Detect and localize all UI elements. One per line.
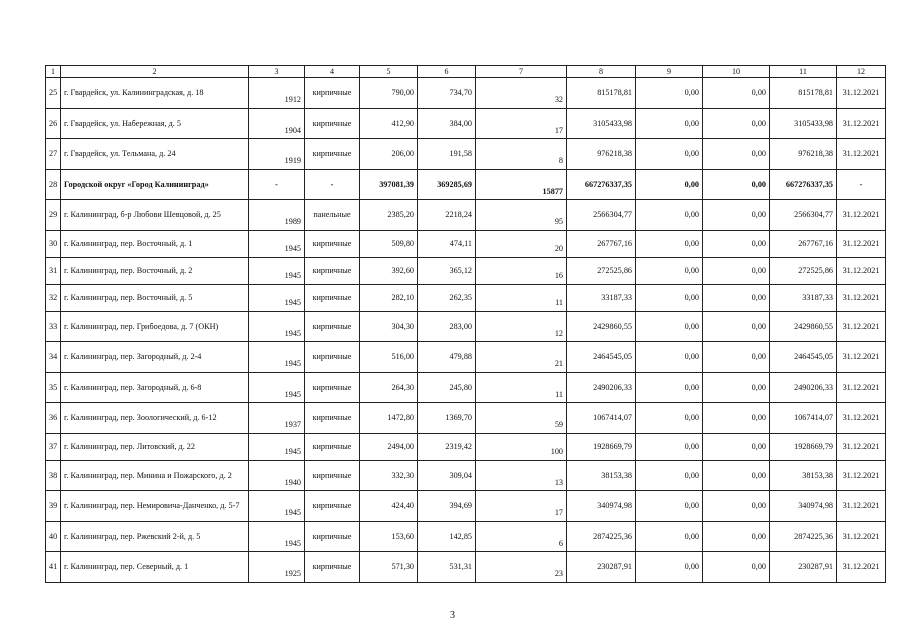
total-cost-cell: 2490206,33: [567, 372, 636, 403]
total-cost-cell: 2874225,36: [567, 521, 636, 552]
deadline-date-cell: 31.12.2021: [837, 403, 886, 434]
col-number-12: 12: [837, 66, 886, 78]
build-year-cell: 1945: [249, 342, 305, 373]
table-row: [46, 311, 886, 342]
residents-count-cell: 32: [476, 78, 567, 109]
cost-column-9-cell: 0,00: [636, 460, 703, 491]
row-number-cell: 41: [46, 552, 61, 583]
row-number-cell: 35: [46, 372, 61, 403]
residents-count-cell: 17: [476, 491, 567, 522]
living-area-cell: 479,88: [418, 342, 476, 373]
cost-column-10-cell: 0,00: [703, 403, 770, 434]
total-area-cell: 516,00: [360, 342, 418, 373]
total-cost-cell: 33187,33: [567, 284, 636, 311]
living-area-cell: 734,70: [418, 78, 476, 109]
row-number-cell: 40: [46, 521, 61, 552]
cost-column-10-cell: 0,00: [703, 342, 770, 373]
cost-column-11-cell: 33187,33: [770, 284, 837, 311]
col-number-2: 2: [61, 66, 249, 78]
address-cell: г. Калининград, пер. Загородный, д. 6-8: [61, 372, 249, 403]
residents-count-cell: 95: [476, 200, 567, 231]
deadline-date-cell: 31.12.2021: [837, 139, 886, 170]
table-row: [46, 460, 886, 491]
col-number-3: 3: [249, 66, 305, 78]
wall-material-cell: кирпичные: [305, 552, 360, 583]
cost-column-9-cell: 0,00: [636, 403, 703, 434]
total-cost-cell: 976218,38: [567, 139, 636, 170]
cost-column-10-cell: 0,00: [703, 372, 770, 403]
row-number-cell: 32: [46, 284, 61, 311]
address-cell: г. Калининград, пер. Северный, д. 1: [61, 552, 249, 583]
build-year-cell: 1904: [249, 108, 305, 139]
residents-count-cell: 15877: [476, 169, 567, 200]
cost-column-9-cell: 0,00: [636, 521, 703, 552]
total-area-cell: 1472,80: [360, 403, 418, 434]
cost-column-10-cell: 0,00: [703, 200, 770, 231]
build-year-cell: 1945: [249, 230, 305, 257]
address-cell: г. Гвардейск, ул. Калининградская, д. 18: [61, 78, 249, 109]
cost-column-11-cell: 340974,98: [770, 491, 837, 522]
build-year-cell: 1925: [249, 552, 305, 583]
residents-count-cell: 16: [476, 257, 567, 284]
total-cost-cell: 2429860,55: [567, 311, 636, 342]
cost-column-11-cell: 3105433,98: [770, 108, 837, 139]
cost-column-9-cell: 0,00: [636, 433, 703, 460]
build-year-cell: 1945: [249, 521, 305, 552]
total-cost-cell: 230287,91: [567, 552, 636, 583]
cost-column-10-cell: 0,00: [703, 230, 770, 257]
cost-column-10-cell: 0,00: [703, 460, 770, 491]
address-cell: г. Калининград, пер. Загородный, д. 2-4: [61, 342, 249, 373]
build-year-cell: 1919: [249, 139, 305, 170]
address-cell: г. Гвардейск, ул. Тельмана, д. 24: [61, 139, 249, 170]
row-number-cell: 30: [46, 230, 61, 257]
col-number-4: 4: [305, 66, 360, 78]
cost-column-10-cell: 0,00: [703, 433, 770, 460]
address-cell: г. Калининград, пер. Немировича-Данченко, д. 5-7: [61, 491, 249, 522]
address-cell: г. Калининград, пер. Литовский, д. 22: [61, 433, 249, 460]
wall-material-cell: кирпичные: [305, 284, 360, 311]
living-area-cell: 2319,42: [418, 433, 476, 460]
address-cell: г. Калининград, пер. Восточный, д. 2: [61, 257, 249, 284]
wall-material-cell: кирпичные: [305, 372, 360, 403]
living-area-cell: 142,85: [418, 521, 476, 552]
cost-column-11-cell: 272525,86: [770, 257, 837, 284]
deadline-date-cell: 31.12.2021: [837, 342, 886, 373]
living-area-cell: 283,00: [418, 311, 476, 342]
wall-material-cell: -: [305, 169, 360, 200]
living-area-cell: 384,00: [418, 108, 476, 139]
address-cell: Городской округ «Город Калининград»: [61, 169, 249, 200]
table-row: [46, 433, 886, 460]
cost-column-11-cell: 1067414,07: [770, 403, 837, 434]
wall-material-cell: панельные: [305, 200, 360, 231]
table-body: [46, 66, 886, 583]
table-row: [46, 108, 886, 139]
wall-material-cell: кирпичные: [305, 403, 360, 434]
cost-column-10-cell: 0,00: [703, 491, 770, 522]
cost-column-9-cell: 0,00: [636, 342, 703, 373]
total-cost-cell: 38153,38: [567, 460, 636, 491]
col-number-10: 10: [703, 66, 770, 78]
table-row: [46, 521, 886, 552]
table-row: [46, 552, 886, 583]
total-area-cell: 304,30: [360, 311, 418, 342]
row-number-cell: 25: [46, 78, 61, 109]
residents-count-cell: 13: [476, 460, 567, 491]
cost-column-9-cell: 0,00: [636, 169, 703, 200]
address-cell: г. Калининград, пер. Ржевский 2-й, д. 5: [61, 521, 249, 552]
address-cell: г. Калининград, пер. Минина и Пожарского, д. 2: [61, 460, 249, 491]
deadline-date-cell: 31.12.2021: [837, 200, 886, 231]
table-row: [46, 78, 886, 109]
address-cell: г. Калининград, б-р Любови Шевцовой, д. 25: [61, 200, 249, 231]
living-area-cell: 531,31: [418, 552, 476, 583]
wall-material-cell: кирпичные: [305, 139, 360, 170]
deadline-date-cell: -: [837, 169, 886, 200]
row-number-cell: 29: [46, 200, 61, 231]
cost-column-11-cell: 976218,38: [770, 139, 837, 170]
col-number-5: 5: [360, 66, 418, 78]
wall-material-cell: кирпичные: [305, 521, 360, 552]
deadline-date-cell: 31.12.2021: [837, 108, 886, 139]
total-area-cell: 153,60: [360, 521, 418, 552]
wall-material-cell: кирпичные: [305, 491, 360, 522]
living-area-cell: 394,69: [418, 491, 476, 522]
total-cost-cell: 815178,81: [567, 78, 636, 109]
row-number-cell: 26: [46, 108, 61, 139]
cost-column-9-cell: 0,00: [636, 284, 703, 311]
total-area-cell: 264,30: [360, 372, 418, 403]
wall-material-cell: кирпичные: [305, 311, 360, 342]
table-row: [46, 372, 886, 403]
col-number-11: 11: [770, 66, 837, 78]
cost-column-9-cell: 0,00: [636, 230, 703, 257]
total-cost-cell: 1067414,07: [567, 403, 636, 434]
cost-column-10-cell: 0,00: [703, 78, 770, 109]
total-area-cell: 2385,20: [360, 200, 418, 231]
total-area-cell: 2494,00: [360, 433, 418, 460]
cost-column-9-cell: 0,00: [636, 552, 703, 583]
total-area-cell: 571,30: [360, 552, 418, 583]
cost-column-10-cell: 0,00: [703, 139, 770, 170]
residents-count-cell: 59: [476, 403, 567, 434]
row-number-cell: 31: [46, 257, 61, 284]
total-area-cell: 790,00: [360, 78, 418, 109]
cost-column-9-cell: 0,00: [636, 78, 703, 109]
build-year-cell: 1945: [249, 311, 305, 342]
residents-count-cell: 17: [476, 108, 567, 139]
cost-column-9-cell: 0,00: [636, 200, 703, 231]
cost-column-11-cell: 2429860,55: [770, 311, 837, 342]
build-year-cell: 1937: [249, 403, 305, 434]
total-cost-cell: 667276337,35: [567, 169, 636, 200]
table-row: [46, 491, 886, 522]
cost-column-11-cell: 230287,91: [770, 552, 837, 583]
deadline-date-cell: 31.12.2021: [837, 491, 886, 522]
wall-material-cell: кирпичные: [305, 257, 360, 284]
cost-column-10-cell: 0,00: [703, 521, 770, 552]
row-number-cell: 39: [46, 491, 61, 522]
deadline-date-cell: 31.12.2021: [837, 284, 886, 311]
cost-column-9-cell: 0,00: [636, 311, 703, 342]
row-number-cell: 34: [46, 342, 61, 373]
address-cell: г. Калининград, пер. Восточный, д. 5: [61, 284, 249, 311]
build-year-cell: 1945: [249, 284, 305, 311]
address-cell: г. Калининград, пер. Восточный, д. 1: [61, 230, 249, 257]
wall-material-cell: кирпичные: [305, 460, 360, 491]
residents-count-cell: 6: [476, 521, 567, 552]
cost-column-10-cell: 0,00: [703, 552, 770, 583]
residents-count-cell: 11: [476, 372, 567, 403]
table-row: [46, 139, 886, 170]
living-area-cell: 474,11: [418, 230, 476, 257]
wall-material-cell: кирпичные: [305, 108, 360, 139]
total-cost-cell: 1928669,79: [567, 433, 636, 460]
table-row: [46, 200, 886, 231]
cost-column-9-cell: 0,00: [636, 491, 703, 522]
deadline-date-cell: 31.12.2021: [837, 311, 886, 342]
total-area-cell: 397081,39: [360, 169, 418, 200]
living-area-cell: 1369,70: [418, 403, 476, 434]
deadline-date-cell: 31.12.2021: [837, 372, 886, 403]
total-area-cell: 332,30: [360, 460, 418, 491]
cost-column-10-cell: 0,00: [703, 311, 770, 342]
row-number-cell: 38: [46, 460, 61, 491]
cost-column-11-cell: 38153,38: [770, 460, 837, 491]
cost-column-9-cell: 0,00: [636, 139, 703, 170]
build-year-cell: 1945: [249, 257, 305, 284]
total-area-cell: 206,00: [360, 139, 418, 170]
living-area-cell: 262,35: [418, 284, 476, 311]
cost-column-10-cell: 0,00: [703, 108, 770, 139]
total-area-cell: 424,40: [360, 491, 418, 522]
wall-material-cell: кирпичные: [305, 78, 360, 109]
address-cell: г. Калининград, пер. Зоологический, д. 6-12: [61, 403, 249, 434]
page-number: 3: [450, 610, 455, 621]
total-cost-cell: 3105433,98: [567, 108, 636, 139]
residents-count-cell: 12: [476, 311, 567, 342]
residents-count-cell: 20: [476, 230, 567, 257]
total-area-cell: 282,10: [360, 284, 418, 311]
total-area-cell: 509,80: [360, 230, 418, 257]
build-year-cell: 1945: [249, 433, 305, 460]
cost-column-11-cell: 667276337,35: [770, 169, 837, 200]
build-year-cell: 1940: [249, 460, 305, 491]
cost-column-10-cell: 0,00: [703, 284, 770, 311]
cost-column-11-cell: 815178,81: [770, 78, 837, 109]
deadline-date-cell: 31.12.2021: [837, 230, 886, 257]
cost-column-11-cell: 2566304,77: [770, 200, 837, 231]
table-row: [46, 169, 886, 200]
living-area-cell: 2218,24: [418, 200, 476, 231]
living-area-cell: 309,04: [418, 460, 476, 491]
col-number-7: 7: [476, 66, 567, 78]
row-number-cell: 37: [46, 433, 61, 460]
col-number-1: 1: [46, 66, 61, 78]
wall-material-cell: кирпичные: [305, 433, 360, 460]
residents-count-cell: 23: [476, 552, 567, 583]
wall-material-cell: кирпичные: [305, 230, 360, 257]
total-area-cell: 392,60: [360, 257, 418, 284]
build-year-cell: 1912: [249, 78, 305, 109]
living-area-cell: 369285,69: [418, 169, 476, 200]
table-row: [46, 403, 886, 434]
wall-material-cell: кирпичные: [305, 342, 360, 373]
cost-column-11-cell: 2464545,05: [770, 342, 837, 373]
total-cost-cell: 272525,86: [567, 257, 636, 284]
row-number-cell: 33: [46, 311, 61, 342]
cost-column-11-cell: 267767,16: [770, 230, 837, 257]
residents-count-cell: 21: [476, 342, 567, 373]
deadline-date-cell: 31.12.2021: [837, 521, 886, 552]
residents-count-cell: 100: [476, 433, 567, 460]
deadline-date-cell: 31.12.2021: [837, 460, 886, 491]
total-cost-cell: 267767,16: [567, 230, 636, 257]
deadline-date-cell: 31.12.2021: [837, 433, 886, 460]
col-number-8: 8: [567, 66, 636, 78]
cost-column-11-cell: 2874225,36: [770, 521, 837, 552]
row-number-cell: 27: [46, 139, 61, 170]
row-number-cell: 28: [46, 169, 61, 200]
total-cost-cell: 2566304,77: [567, 200, 636, 231]
living-area-cell: 365,12: [418, 257, 476, 284]
deadline-date-cell: 31.12.2021: [837, 552, 886, 583]
cost-column-9-cell: 0,00: [636, 372, 703, 403]
col-number-9: 9: [636, 66, 703, 78]
residents-count-cell: 11: [476, 284, 567, 311]
cost-column-11-cell: 2490206,33: [770, 372, 837, 403]
living-area-cell: 191,58: [418, 139, 476, 170]
total-cost-cell: 340974,98: [567, 491, 636, 522]
table-row: [46, 284, 886, 311]
address-cell: г. Калининград, пер. Грибоедова, д. 7 (ОКН): [61, 311, 249, 342]
cost-column-11-cell: 1928669,79: [770, 433, 837, 460]
col-number-6: 6: [418, 66, 476, 78]
table-row: [46, 230, 886, 257]
deadline-date-cell: 31.12.2021: [837, 257, 886, 284]
cost-column-10-cell: 0,00: [703, 169, 770, 200]
table-row: [46, 257, 886, 284]
row-number-cell: 36: [46, 403, 61, 434]
cost-column-9-cell: 0,00: [636, 108, 703, 139]
total-area-cell: 412,90: [360, 108, 418, 139]
address-cell: г. Гвардейск, ул. Набережная, д. 5: [61, 108, 249, 139]
build-year-cell: 1945: [249, 491, 305, 522]
deadline-date-cell: 31.12.2021: [837, 78, 886, 109]
table-row: [46, 342, 886, 373]
build-year-cell: 1945: [249, 372, 305, 403]
build-year-cell: -: [249, 169, 305, 200]
build-year-cell: 1989: [249, 200, 305, 231]
living-area-cell: 245,80: [418, 372, 476, 403]
residents-count-cell: 8: [476, 139, 567, 170]
column-number-row: [46, 66, 886, 78]
housing-register-table: [45, 65, 886, 583]
total-cost-cell: 2464545,05: [567, 342, 636, 373]
cost-column-9-cell: 0,00: [636, 257, 703, 284]
cost-column-10-cell: 0,00: [703, 257, 770, 284]
